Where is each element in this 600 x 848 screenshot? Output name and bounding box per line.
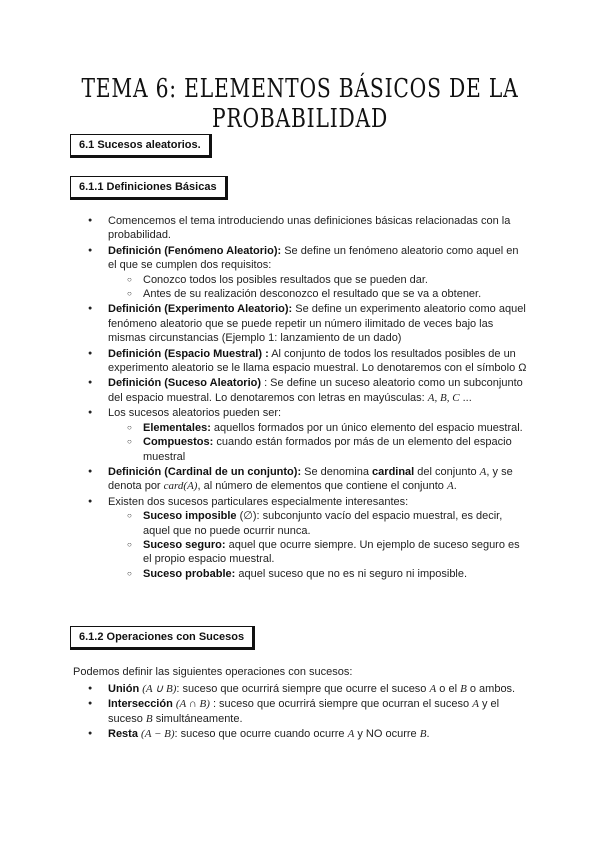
list-item: ● Comencemos el tema introduciendo unas definiciones básicas relacionadas con la probabilidad. bbox=[88, 214, 528, 243]
operations-list bbox=[88, 682, 528, 743]
list-item: ● Definición (Espacio Muestral) : Al conjunto de todos los resultados posibles de un experimento aleatorio se le llama espacio muestral. Lo denotaremos con el símbolo Ω bbox=[88, 347, 528, 376]
subsection-heading-definiciones: 6.1.1 Definiciones Básicas bbox=[70, 176, 228, 200]
list-item: ● Definición (Suceso Aleatorio) : Se define un suceso aleatorio como un subconjunto del espacio muestral. Lo denotaremos con letras en mayúsculas: A, B, C ... bbox=[88, 376, 528, 405]
list-item: ● Intersección (A ∩ B) : suceso que ocurrirá siempre que ocurran el suceso A y el suceso B simultáneamente. bbox=[88, 697, 528, 726]
list-item: ● Definición (Experimento Aleatorio): Se define un experimento aleatorio como aquel fenómeno aleatorio que se puede repetir un número ilimitado de veces bajo las mismas circunstancias (Ejemplo 1: lanzamiento de un dado) bbox=[88, 302, 528, 345]
operations-intro: Podemos definir las siguientes operaciones con sucesos: bbox=[73, 666, 353, 678]
subsection-heading-operaciones: 6.1.2 Operaciones con Sucesos bbox=[70, 626, 255, 650]
section-heading: 6.1 Sucesos aleatorios. bbox=[70, 134, 212, 158]
sub-list-item: ○ Suceso probable: aquel suceso que no es ni seguro ni imposible. bbox=[127, 567, 528, 581]
sub-list-item: ○ Antes de su realización desconozco el resultado que se va a obtener. bbox=[127, 287, 528, 301]
list-item: ● Resta (A − B): suceso que ocurre cuando ocurre A y NO ocurre B. bbox=[88, 727, 528, 741]
definitions-list bbox=[88, 214, 528, 582]
sub-list-item: ○ Compuestos: cuando están formados por más de un elemento del espacio muestral bbox=[127, 435, 528, 464]
list-item: ● Unión (A ∪ B): suceso que ocurrirá siempre que ocurre el suceso A o el B o ambos. bbox=[88, 682, 528, 696]
sub-list-item: ○ Suceso seguro: aquel que ocurre siempre. Un ejemplo de suceso seguro es el propio espacio muestral. bbox=[127, 538, 528, 567]
list-item: ● Definición (Fenómeno Aleatorio): Se define un fenómeno aleatorio como aquel en el que se cumplen dos requisitos: ○ Conozco todos los posibles resultados que se pueden dar. ○ Antes de su realización desconozco el resultado que se va a obtener. bbox=[88, 244, 528, 302]
list-item: ● Definición (Cardinal de un conjunto): Se denomina cardinal del conjunto A, y se denota por card(A), al número de elementos que contiene el conjunto A. bbox=[88, 465, 528, 494]
page-title: TEMA 6: ELEMENTOS BÁSICOS DE LA PROBABILIDAD bbox=[81, 74, 519, 134]
list-item: ● Los sucesos aleatorios pueden ser: ○ Elementales: aquellos formados por un único elemento del espacio muestral. ○ Compuestos: cuando están formados por más de un elemento del espacio muestral bbox=[88, 406, 528, 464]
sub-list-item: ○ Suceso imposible (∅): subconjunto vacío del espacio muestral, es decir, aquel que no puede ocurrir nunca. bbox=[127, 509, 528, 538]
list-item: ● Existen dos sucesos particulares especialmente interesantes: ○ Suceso imposible (∅): subconjunto vacío del espacio muestral, es decir, aquel que no puede ocurrir nunca. ○ Suceso seguro: aquel que ocurre siempre. Un ejemplo de suceso seguro es el propio espacio muestral. ○ Suceso probable: aquel suceso que no es ni seguro ni imposible. bbox=[88, 495, 528, 581]
sub-list-item: ○ Elementales: aquellos formados por un único elemento del espacio muestral. bbox=[127, 421, 528, 435]
sub-list-item: ○ Conozco todos los posibles resultados que se pueden dar. bbox=[127, 273, 528, 287]
